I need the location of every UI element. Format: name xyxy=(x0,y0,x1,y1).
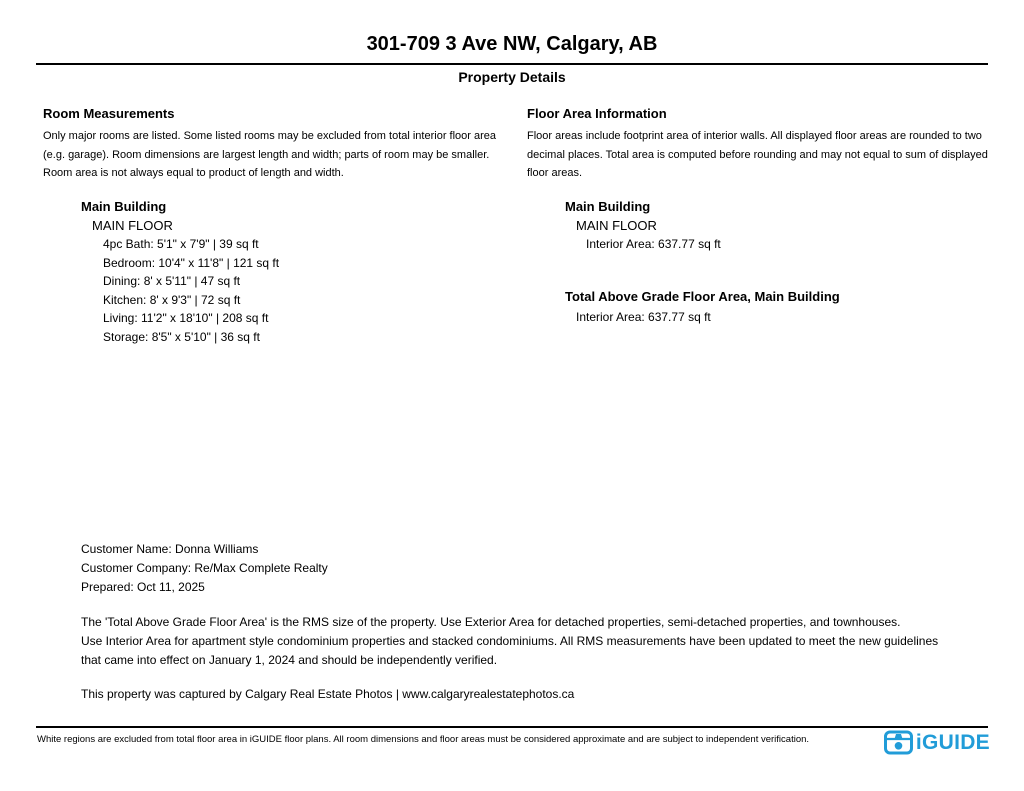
disclaimer-line: that came into effect on January 1, 2024 and should be independently verified. xyxy=(81,653,498,667)
description-line: Only major rooms are listed. Some listed rooms may be excluded from total interior floor area xyxy=(43,130,497,142)
interior-area-value: Interior Area: 637.77 sq ft xyxy=(586,237,721,251)
customer-company-line: Customer Company: Re/Max Complete Realty xyxy=(81,561,328,575)
rms-disclaimer-block xyxy=(81,613,938,670)
room-list xyxy=(103,235,279,347)
room-measurement-line: Living: 11'2" x 18'10" | 208 sq ft xyxy=(103,311,269,326)
disclaimer-line: Use Interior Area for apartment style condominium properties and stacked condominiums. All RMS measurements have been updated to meet the new guidelines xyxy=(81,634,939,648)
iguide-logo-text: iGUIDE xyxy=(915,730,990,754)
total-interior-area-value: Interior Area: 637.77 sq ft xyxy=(576,309,711,324)
floor-area-information-section xyxy=(527,106,988,183)
building-name: Main Building xyxy=(565,199,651,214)
room-measurement-line: Kitchen: 8' x 9'3" | 72 sq ft xyxy=(103,292,241,307)
iguide-logo xyxy=(884,730,990,755)
building-name: Main Building xyxy=(81,199,167,214)
prepared-date-line: Prepared: Oct 11, 2025 xyxy=(81,580,205,594)
total-above-grade-heading: Total Above Grade Floor Area, Main Building xyxy=(565,289,840,304)
floor-area-building-block xyxy=(565,198,721,254)
footer-note: White regions are excluded from total floor area in iGUIDE floor plans. All room dimensions and floor areas must be considered approximate and are subject to independent verification. xyxy=(37,734,810,745)
customer-info-block xyxy=(81,540,328,597)
disclaimer-line: The 'Total Above Grade Floor Area' is the RMS size of the property. Use Exterior Area for detached properties, semi-detached properties, and townhouses. xyxy=(81,615,901,629)
room-measurements-section xyxy=(43,106,496,183)
total-above-grade-block xyxy=(565,288,840,326)
header-divider xyxy=(36,63,988,65)
room-measurement-line: Bedroom: 10'4" x 11'8" | 121 sq ft xyxy=(103,255,280,270)
room-measurements-building-block xyxy=(81,198,279,347)
description-line: Room area is not always equal to product of length and width. xyxy=(43,167,344,180)
room-measurement-line: Storage: 8'5" x 5'10" | 36 sq ft xyxy=(103,329,260,344)
room-measurements-description xyxy=(43,127,496,183)
page-title: 301-709 3 Ave NW, Calgary, AB xyxy=(366,33,658,55)
footer-divider xyxy=(36,726,988,728)
room-measurements-heading: Room Measurements xyxy=(43,106,175,121)
description-line: floor areas. xyxy=(527,167,583,180)
description-line: Floor areas include footprint area of interior walls. All displayed floor areas are rounded to two xyxy=(527,130,982,142)
page-subtitle: Property Details xyxy=(458,69,566,85)
room-measurement-line: 4pc Bath: 5'1" x 7'9" | 39 sq ft xyxy=(103,237,259,251)
room-measurement-line: Dining: 8' x 5'11" | 47 sq ft xyxy=(103,274,241,289)
captured-by-line: This property was captured by Calgary Real Estate Photos | www.calgaryrealestatephotos.ca xyxy=(81,687,575,701)
floor-area-information-description xyxy=(527,127,988,183)
floor-name: MAIN FLOOR xyxy=(92,217,173,233)
floor-name: MAIN FLOOR xyxy=(576,217,657,233)
floor-area-information-heading: Floor Area Information xyxy=(527,106,667,121)
description-line: (e.g. garage). Room dimensions are largest length and width; parts of room may be smaller. xyxy=(43,148,490,161)
description-line: decimal places. Total area is computed before rounding and may not equal to sum of displayed xyxy=(527,148,988,161)
iguide-camera-icon xyxy=(884,730,913,755)
customer-name-line: Customer Name: Donna Williams xyxy=(81,542,259,556)
